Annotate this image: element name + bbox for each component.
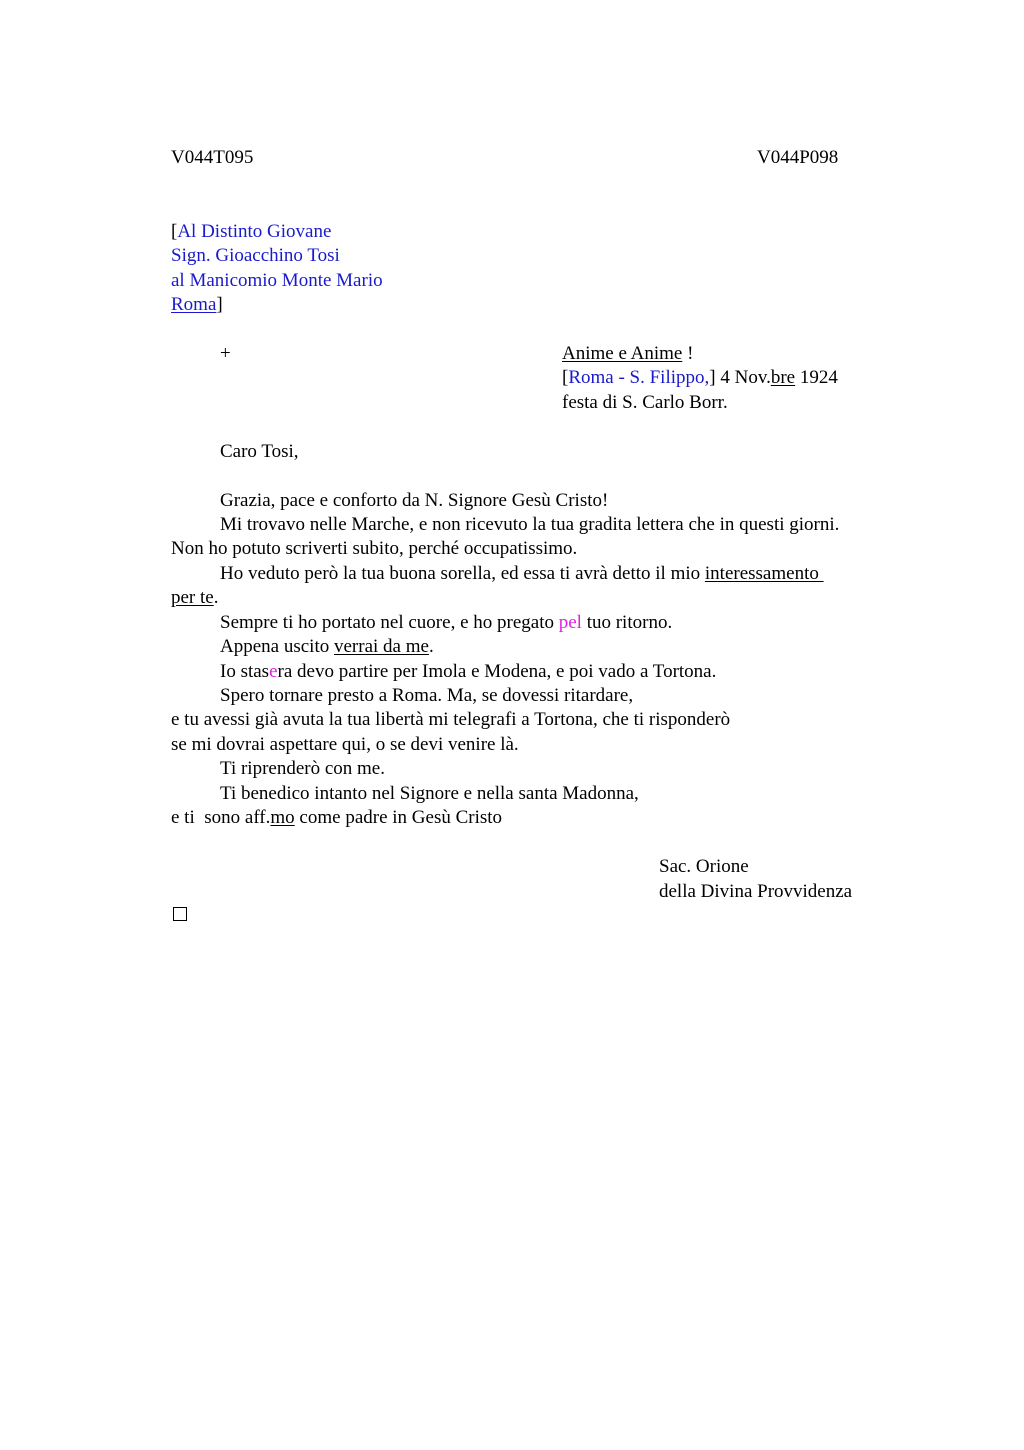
body-line-4-text: Ho veduto però la tua buona sorella, ed essa ti avrà detto il mio [220, 563, 705, 584]
body-line-10: e tu avessi già avuta la tua libertà mi telegrafi a Tortona, che ti risponderò [171, 709, 731, 730]
body-line-5-underlined: per te [171, 587, 214, 608]
address-line-3: al Manicomio Monte Mario [171, 270, 383, 291]
address-open-bracket: [ [171, 221, 178, 242]
body-line-8-text: Io stas [220, 661, 270, 682]
motto: Anime e Anime [562, 343, 683, 364]
date-open-bracket: [ [562, 367, 569, 388]
document-code-right: V044P098 [757, 147, 839, 168]
body-line-5-text: . [213, 587, 219, 608]
address-line-4 [171, 293, 223, 317]
date-year: 1924 [795, 367, 838, 388]
body-line-1: Grazia, pace e conforto da N. Signore Gesù Cristo! [220, 490, 609, 511]
address-recipient-title: Al Distinto Giovane [177, 221, 332, 242]
date-month-suffix: bre [770, 367, 796, 388]
body-line-4-underlined: interessamento [704, 563, 824, 584]
body-line-13: Ti benedico intanto nel Signore e nella santa Madonna, [220, 783, 639, 804]
body-line-8-correction: e [269, 661, 278, 682]
address-close-bracket: ] [216, 294, 223, 315]
body-line-12: Ti riprenderò con me. [220, 758, 385, 779]
body-line-5 [171, 586, 218, 610]
body-line-6-correction: pel [558, 612, 582, 633]
motto-line [562, 342, 693, 366]
date-line [562, 366, 838, 390]
body-line-3: Non ho potuto scriverti subito, perché occupatissimo. [171, 538, 578, 559]
body-line-9: Spero tornare presto a Roma. Ma, se dovessi ritardare, [220, 685, 634, 706]
document-code-left: V044T095 [171, 147, 254, 168]
motto-suffix: ! [682, 343, 694, 364]
body-line-14-underlined: mo [270, 807, 295, 828]
body-line-6-text: Sempre ti ho portato nel cuore, e ho pregato [220, 612, 559, 633]
body-line-11: se mi dovrai aspettare qui, o se devi venire là. [171, 734, 519, 755]
body-line-7 [220, 635, 434, 659]
date-place: Roma - S. Filippo, [568, 367, 710, 388]
address-line-1 [171, 220, 331, 244]
body-line-14 [171, 806, 502, 830]
cross-symbol: + [220, 343, 231, 364]
salutation: Caro Tosi, [220, 441, 299, 462]
body-line-7-text: Appena uscito [220, 636, 334, 657]
signature-name: Sac. Orione [659, 856, 749, 877]
feast-line: festa di S. Carlo Borr. [562, 392, 728, 413]
end-marker-box [173, 907, 187, 921]
address-line-2: Sign. Gioacchino Tosi [171, 245, 340, 266]
body-line-6-tail: tuo ritorno. [581, 612, 673, 633]
date-day-month: ] 4 Nov. [709, 367, 771, 388]
body-line-7-underlined: verrai da me [333, 636, 429, 657]
body-line-6 [220, 611, 672, 635]
signature-title: della Divina Provvidenza [659, 881, 853, 902]
body-line-14-tail: come padre in Gesù Cristo [294, 807, 503, 828]
body-line-8-tail: ra devo partire per Imola e Modena, e poi vado a Tortona. [277, 661, 717, 682]
address-city: Roma [171, 294, 217, 315]
body-line-14-text: e ti sono aff. [171, 807, 271, 828]
body-line-2: Mi trovavo nelle Marche, e non ricevuto la tua gradita lettera che in questi giorni. [220, 514, 840, 535]
body-line-4 [220, 562, 824, 586]
body-line-7-tail: . [428, 636, 434, 657]
body-line-8 [220, 660, 716, 684]
